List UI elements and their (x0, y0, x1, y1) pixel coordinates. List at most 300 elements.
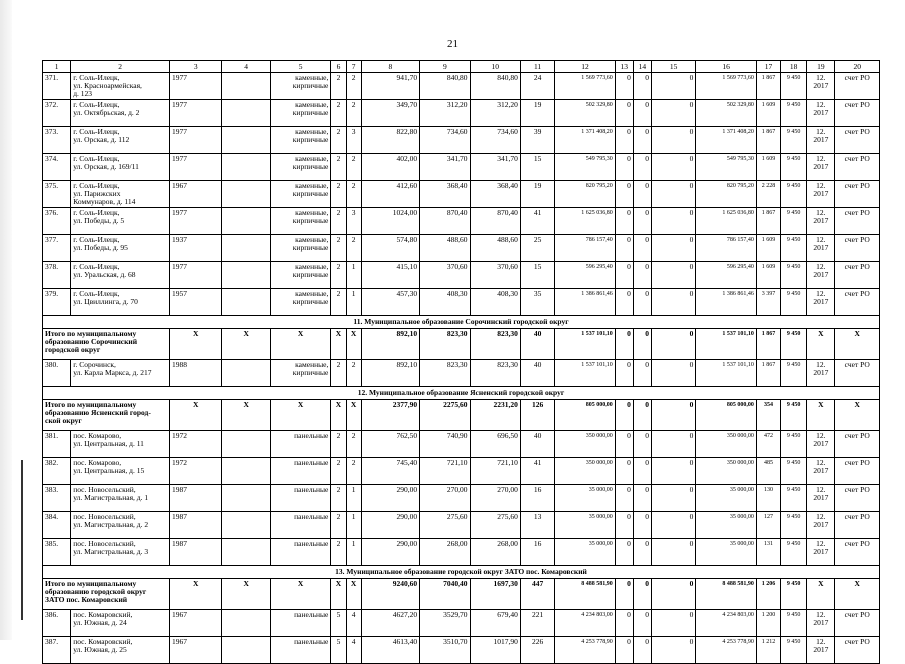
table-row (43, 73, 880, 100)
table-cell: 9 450 (781, 539, 807, 566)
cell-line: ЗАТО пос. Комаровский (45, 595, 128, 604)
table-cell: 1 609 (756, 154, 780, 181)
table-cell: 1 867 (756, 360, 780, 387)
table-cell: 40 (520, 329, 554, 360)
table-cell: 502 329,80 (696, 100, 757, 127)
year-cell: 1977 (170, 100, 222, 127)
table-cell: 270,00 (420, 485, 470, 512)
row-number: 377. (43, 235, 71, 262)
table-cell: 9 450 (781, 289, 807, 316)
year-cell: 1957 (170, 289, 222, 316)
section-heading-row (43, 316, 880, 329)
address-cell (71, 539, 170, 566)
deadline-cell (807, 73, 835, 100)
table-cell: 127 (756, 512, 780, 539)
cell-line: 12. (816, 512, 826, 521)
table-cell: 870,40 (470, 208, 520, 235)
table-row (43, 235, 880, 262)
table-cell: 0 (615, 458, 633, 485)
table-cell: 696,50 (470, 431, 520, 458)
table-cell: 2 (346, 100, 361, 127)
table-cell: 1 386 861,46 (555, 289, 616, 316)
deadline-cell (807, 127, 835, 154)
table-cell: 2 (346, 458, 361, 485)
column-header: 11 (520, 61, 554, 73)
table-cell: 0 (651, 73, 695, 100)
table-row (43, 458, 880, 485)
column-header: 16 (696, 61, 757, 73)
cell-line: ул. Октябрьская, д. 2 (73, 108, 140, 117)
table-cell: 0 (651, 637, 695, 664)
cell-line: 2017 (813, 618, 829, 627)
cell-line: панельные (294, 485, 329, 494)
cell-line: 2017 (813, 270, 829, 279)
table-cell: 1017,90 (470, 637, 520, 664)
material-cell (270, 154, 331, 181)
cell-line: 12. (816, 73, 826, 82)
table-cell: 290,00 (361, 539, 419, 566)
cell-line: образованию Сорочинский (45, 337, 138, 346)
table-row (43, 512, 880, 539)
table-cell: 0 (651, 360, 695, 387)
column-header: 9 (420, 61, 470, 73)
table-cell: счет РО (835, 637, 880, 664)
table-cell (222, 431, 270, 458)
table-cell: 35 000,00 (696, 512, 757, 539)
table-cell: 35 000,00 (555, 539, 616, 566)
cell-line: Итого по муниципальному (45, 579, 137, 588)
cell-line: 12. (816, 539, 826, 548)
table-cell: 0 (615, 127, 633, 154)
table-cell: 4627,20 (361, 610, 419, 637)
table-cell: 1 537 101,10 (696, 360, 757, 387)
table-cell: 25 (520, 235, 554, 262)
cell-line: 2017 (813, 493, 829, 502)
table-cell: 734,60 (470, 127, 520, 154)
table-cell: 2 (331, 262, 346, 289)
cell-line: панельные (294, 431, 329, 440)
table-cell: X (170, 579, 222, 610)
table-cell (222, 458, 270, 485)
address-cell (71, 208, 170, 235)
table-cell: 126 (520, 400, 554, 431)
table-cell: 16 (520, 539, 554, 566)
table-cell: X (222, 579, 270, 610)
table-cell: 290,00 (361, 512, 419, 539)
cell-line: ул. Магистральная, д. 1 (73, 493, 149, 502)
table-cell: 9 450 (781, 360, 807, 387)
table-cell: 2 (346, 431, 361, 458)
table-cell: 488,60 (470, 235, 520, 262)
address-cell (71, 637, 170, 664)
table-cell: 41 (520, 208, 554, 235)
cell-line: каменные, (295, 360, 329, 369)
column-header: 2 (71, 61, 170, 73)
cell-line: 12. (816, 458, 826, 467)
cell-line: 2017 (813, 645, 829, 654)
table-cell: 4 253 778,90 (696, 637, 757, 664)
cell-line: ул. Южная, д. 24 (73, 618, 127, 627)
table-cell: 0 (633, 458, 651, 485)
total-label (43, 329, 170, 360)
table-cell: 268,00 (420, 539, 470, 566)
table-cell: 1 537 101,10 (555, 360, 616, 387)
table-cell: 312,20 (420, 100, 470, 127)
cell-line: 2017 (813, 162, 829, 171)
cell-line: ул. Парижских (73, 189, 121, 198)
row-number: 380. (43, 360, 71, 387)
table-cell: 9 450 (781, 458, 807, 485)
table-cell: 721,10 (470, 458, 520, 485)
table-cell: 0 (633, 539, 651, 566)
table-cell: 762,50 (361, 431, 419, 458)
table-cell: 8 488 581,90 (555, 579, 616, 610)
table-cell: X (222, 400, 270, 431)
table-cell: 0 (615, 100, 633, 127)
table-cell: 2 (331, 458, 346, 485)
table-cell: 0 (615, 512, 633, 539)
table-cell: 2275,60 (420, 400, 470, 431)
address-cell (71, 512, 170, 539)
table-cell (222, 637, 270, 664)
table-cell: 0 (633, 579, 651, 610)
page-number: 21 (447, 38, 458, 50)
table-cell: 2 (331, 539, 346, 566)
address-cell (71, 127, 170, 154)
row-number: 376. (43, 208, 71, 235)
cell-line: панельные (294, 637, 329, 646)
table-cell: 41 (520, 458, 554, 485)
table-cell: 24 (520, 73, 554, 100)
table-cell: 2 (331, 289, 346, 316)
cell-line: каменные, (295, 154, 329, 163)
table-cell: 679,40 (470, 610, 520, 637)
cell-line: г. Соль-Илецк, (73, 73, 120, 82)
address-cell (71, 610, 170, 637)
table-cell: 40 (520, 431, 554, 458)
table-cell: счет РО (835, 181, 880, 208)
cell-line: пос. Комаровский, (73, 610, 133, 619)
table-cell: 502 329,80 (555, 100, 616, 127)
table-cell: 0 (633, 512, 651, 539)
year-cell: 1977 (170, 73, 222, 100)
table-cell: счет РО (835, 73, 880, 100)
cell-line: г. Соль-Илецк, (73, 154, 120, 163)
table-cell: 1 609 (756, 262, 780, 289)
table-cell: 0 (633, 262, 651, 289)
table-cell: X (807, 579, 835, 610)
year-cell: 1977 (170, 154, 222, 181)
table-cell: 368,40 (470, 181, 520, 208)
cell-line: ул. Южная, д. 25 (73, 645, 127, 654)
cell-line: Итого по муниципальному (45, 329, 137, 338)
deadline-cell (807, 100, 835, 127)
table-cell: 275,60 (470, 512, 520, 539)
cell-line: кирпичные (292, 270, 329, 279)
year-cell: 1972 (170, 458, 222, 485)
table-cell: 9 450 (781, 235, 807, 262)
table-cell: 0 (633, 485, 651, 512)
table-cell: 0 (651, 262, 695, 289)
table-cell: счет РО (835, 610, 880, 637)
table-cell: X (346, 400, 361, 431)
cell-line: ул. Победы, д. 95 (73, 243, 128, 252)
table-cell: 3 397 (756, 289, 780, 316)
table-cell: X (331, 329, 346, 360)
binding-line (21, 460, 23, 620)
total-label (43, 400, 170, 431)
column-header: 10 (470, 61, 520, 73)
table-cell: 0 (651, 512, 695, 539)
table-cell: 1 569 773,60 (555, 73, 616, 100)
table-cell: 0 (633, 235, 651, 262)
row-number: 383. (43, 485, 71, 512)
column-header: 12 (555, 61, 616, 73)
total-row (43, 579, 880, 610)
cell-line: г. Соль-Илецк, (73, 262, 120, 271)
table-cell (222, 262, 270, 289)
table-cell: 0 (615, 360, 633, 387)
table-cell: X (835, 329, 880, 360)
table-cell: 4 234 803,00 (555, 610, 616, 637)
deadline-cell (807, 610, 835, 637)
table-cell: счет РО (835, 100, 880, 127)
cell-line: 12. (816, 485, 826, 494)
cell-line: каменные, (295, 181, 329, 190)
housing-table (42, 60, 880, 664)
table-cell: 488,60 (420, 235, 470, 262)
table-cell: 9 450 (781, 610, 807, 637)
cell-line: 2017 (813, 81, 829, 90)
table-cell: 408,30 (420, 289, 470, 316)
cell-line: ул. Орская, д. 169/11 (73, 162, 139, 171)
deadline-cell (807, 181, 835, 208)
table-cell: 549 795,30 (696, 154, 757, 181)
row-number: 379. (43, 289, 71, 316)
column-header: 4 (222, 61, 270, 73)
material-cell (270, 458, 331, 485)
scan-edge (0, 0, 12, 640)
table-row (43, 637, 880, 664)
column-header: 3 (170, 61, 222, 73)
year-cell: 1967 (170, 637, 222, 664)
table-cell: 0 (651, 181, 695, 208)
cell-line: 2017 (813, 547, 829, 556)
cell-line: 12. (816, 208, 826, 217)
cell-line: ул. Центральная, д. 15 (73, 466, 145, 475)
table-cell: 9 450 (781, 73, 807, 100)
table-body (43, 61, 880, 664)
section-heading-row (43, 566, 880, 579)
table-cell: 4613,40 (361, 637, 419, 664)
table-cell: 2 (331, 73, 346, 100)
table-cell: 349,70 (361, 100, 419, 127)
table-cell: 350 000,00 (555, 431, 616, 458)
cell-line: 12. (816, 431, 826, 440)
table-cell: 2377,90 (361, 400, 419, 431)
year-cell: 1967 (170, 610, 222, 637)
column-header: 17 (756, 61, 780, 73)
table-cell: 35 000,00 (696, 539, 757, 566)
cell-line: ул. Карла Маркса, д. 217 (73, 368, 152, 377)
table-cell (222, 539, 270, 566)
table-cell: 415,10 (361, 262, 419, 289)
table-cell: X (222, 329, 270, 360)
cell-line: кирпичные (292, 216, 329, 225)
table-cell: X (270, 579, 331, 610)
cell-line: г. Соль-Илецк, (73, 100, 120, 109)
table-cell: X (170, 400, 222, 431)
table-cell: 1697,30 (470, 579, 520, 610)
cell-line: пос. Новосельский, (73, 512, 136, 521)
table-cell: 2 (331, 100, 346, 127)
table-cell: счет РО (835, 154, 880, 181)
table-cell: счет РО (835, 262, 880, 289)
table-cell: 2 (331, 127, 346, 154)
table-cell: 1 (346, 539, 361, 566)
table-cell: 0 (651, 289, 695, 316)
table-cell: 0 (633, 181, 651, 208)
table-cell: 39 (520, 127, 554, 154)
table-cell: 2 (346, 154, 361, 181)
table-cell: 270,00 (470, 485, 520, 512)
deadline-cell (807, 289, 835, 316)
row-number: 372. (43, 100, 71, 127)
cell-line: ул. Центральная, д. 11 (73, 439, 144, 448)
table-cell: 1 371 408,20 (696, 127, 757, 154)
cell-line: г. Соль-Илецк, (73, 181, 120, 190)
table-cell: 0 (615, 579, 633, 610)
table-cell: 2231,20 (470, 400, 520, 431)
row-number: 385. (43, 539, 71, 566)
table-cell: 472 (756, 431, 780, 458)
table-cell: 0 (615, 289, 633, 316)
table-cell: 0 (651, 485, 695, 512)
table-row (43, 431, 880, 458)
table-cell: счет РО (835, 127, 880, 154)
table-cell: X (270, 329, 331, 360)
table-cell: 596 295,40 (555, 262, 616, 289)
row-number: 373. (43, 127, 71, 154)
table-cell: 35 (520, 289, 554, 316)
table-cell: 35 000,00 (696, 485, 757, 512)
material-cell (270, 512, 331, 539)
table-cell: 1 206 (756, 579, 780, 610)
cell-line: каменные, (295, 127, 329, 136)
cell-line: ул. Магистральная, д. 2 (73, 520, 149, 529)
cell-line: пос. Комарово, (73, 458, 122, 467)
table-cell: 1 625 036,80 (696, 208, 757, 235)
cell-line: каменные, (295, 289, 329, 298)
table-cell: 5 (331, 610, 346, 637)
cell-line: 2017 (813, 135, 829, 144)
table-cell: 13 (520, 512, 554, 539)
table-cell (222, 154, 270, 181)
table-cell: счет РО (835, 289, 880, 316)
table-cell: X (807, 329, 835, 360)
table-cell (222, 100, 270, 127)
table-cell: 5 (331, 637, 346, 664)
column-header: 19 (807, 61, 835, 73)
table-cell: 0 (651, 539, 695, 566)
table-cell: 350 000,00 (696, 431, 757, 458)
cell-line: 12. (816, 127, 826, 136)
address-cell (71, 100, 170, 127)
cell-line: ул. Красноармейская, (73, 81, 142, 90)
table-cell (222, 512, 270, 539)
table-cell: 0 (615, 329, 633, 360)
cell-line: 12. (816, 637, 826, 646)
table-cell: 0 (633, 208, 651, 235)
address-cell (71, 289, 170, 316)
table-row (43, 289, 880, 316)
table-cell: 870,40 (420, 208, 470, 235)
table-row (43, 360, 880, 387)
cell-line: панельные (294, 458, 329, 467)
material-cell (270, 431, 331, 458)
table-cell: X (835, 579, 880, 610)
table-cell: 3 (346, 208, 361, 235)
cell-line: каменные, (295, 100, 329, 109)
cell-line: 2017 (813, 368, 829, 377)
table-cell: 1 386 861,46 (696, 289, 757, 316)
deadline-cell (807, 485, 835, 512)
table-cell: 15 (520, 262, 554, 289)
table-cell: 0 (615, 181, 633, 208)
table-cell: 9240,60 (361, 579, 419, 610)
table-cell: 457,30 (361, 289, 419, 316)
table-cell: 0 (651, 154, 695, 181)
total-label (43, 579, 170, 610)
cell-line: кирпичные (292, 297, 329, 306)
deadline-cell (807, 262, 835, 289)
column-header: 1 (43, 61, 71, 73)
cell-line: 12. (816, 100, 826, 109)
cell-line: 2017 (813, 520, 829, 529)
cell-line: г. Сорочинск, (73, 360, 116, 369)
table-cell: 312,20 (470, 100, 520, 127)
table-cell: 0 (651, 100, 695, 127)
table-cell: X (807, 400, 835, 431)
table-cell: 0 (651, 458, 695, 485)
cell-line: 12. (816, 360, 826, 369)
table-cell: 7040,40 (420, 579, 470, 610)
row-number: 386. (43, 610, 71, 637)
row-number: 384. (43, 512, 71, 539)
table-cell: 549 795,30 (555, 154, 616, 181)
table-cell: X (346, 329, 361, 360)
table-cell: 1 537 101,10 (696, 329, 757, 360)
table-cell: 0 (633, 637, 651, 664)
section-heading: 12. Муниципальное образование Ясненский городской округ (43, 387, 880, 400)
cell-line: образованию городской округ (45, 587, 147, 596)
deadline-cell (807, 458, 835, 485)
material-cell (270, 127, 331, 154)
cell-line: кирпичные (292, 135, 329, 144)
table-cell: 2 (331, 181, 346, 208)
table-cell: 0 (633, 154, 651, 181)
section-heading: 11. Муниципальное образование Сорочинский городской округ (43, 316, 880, 329)
deadline-cell (807, 208, 835, 235)
table-cell: 3529,70 (420, 610, 470, 637)
total-row (43, 400, 880, 431)
table-cell: 0 (651, 431, 695, 458)
table-cell: 9 450 (781, 512, 807, 539)
cell-line: г. Соль-Илецк, (73, 289, 120, 298)
cell-line: каменные, (295, 208, 329, 217)
table-cell: счет РО (835, 512, 880, 539)
cell-line: г. Соль-Илецк, (73, 208, 120, 217)
